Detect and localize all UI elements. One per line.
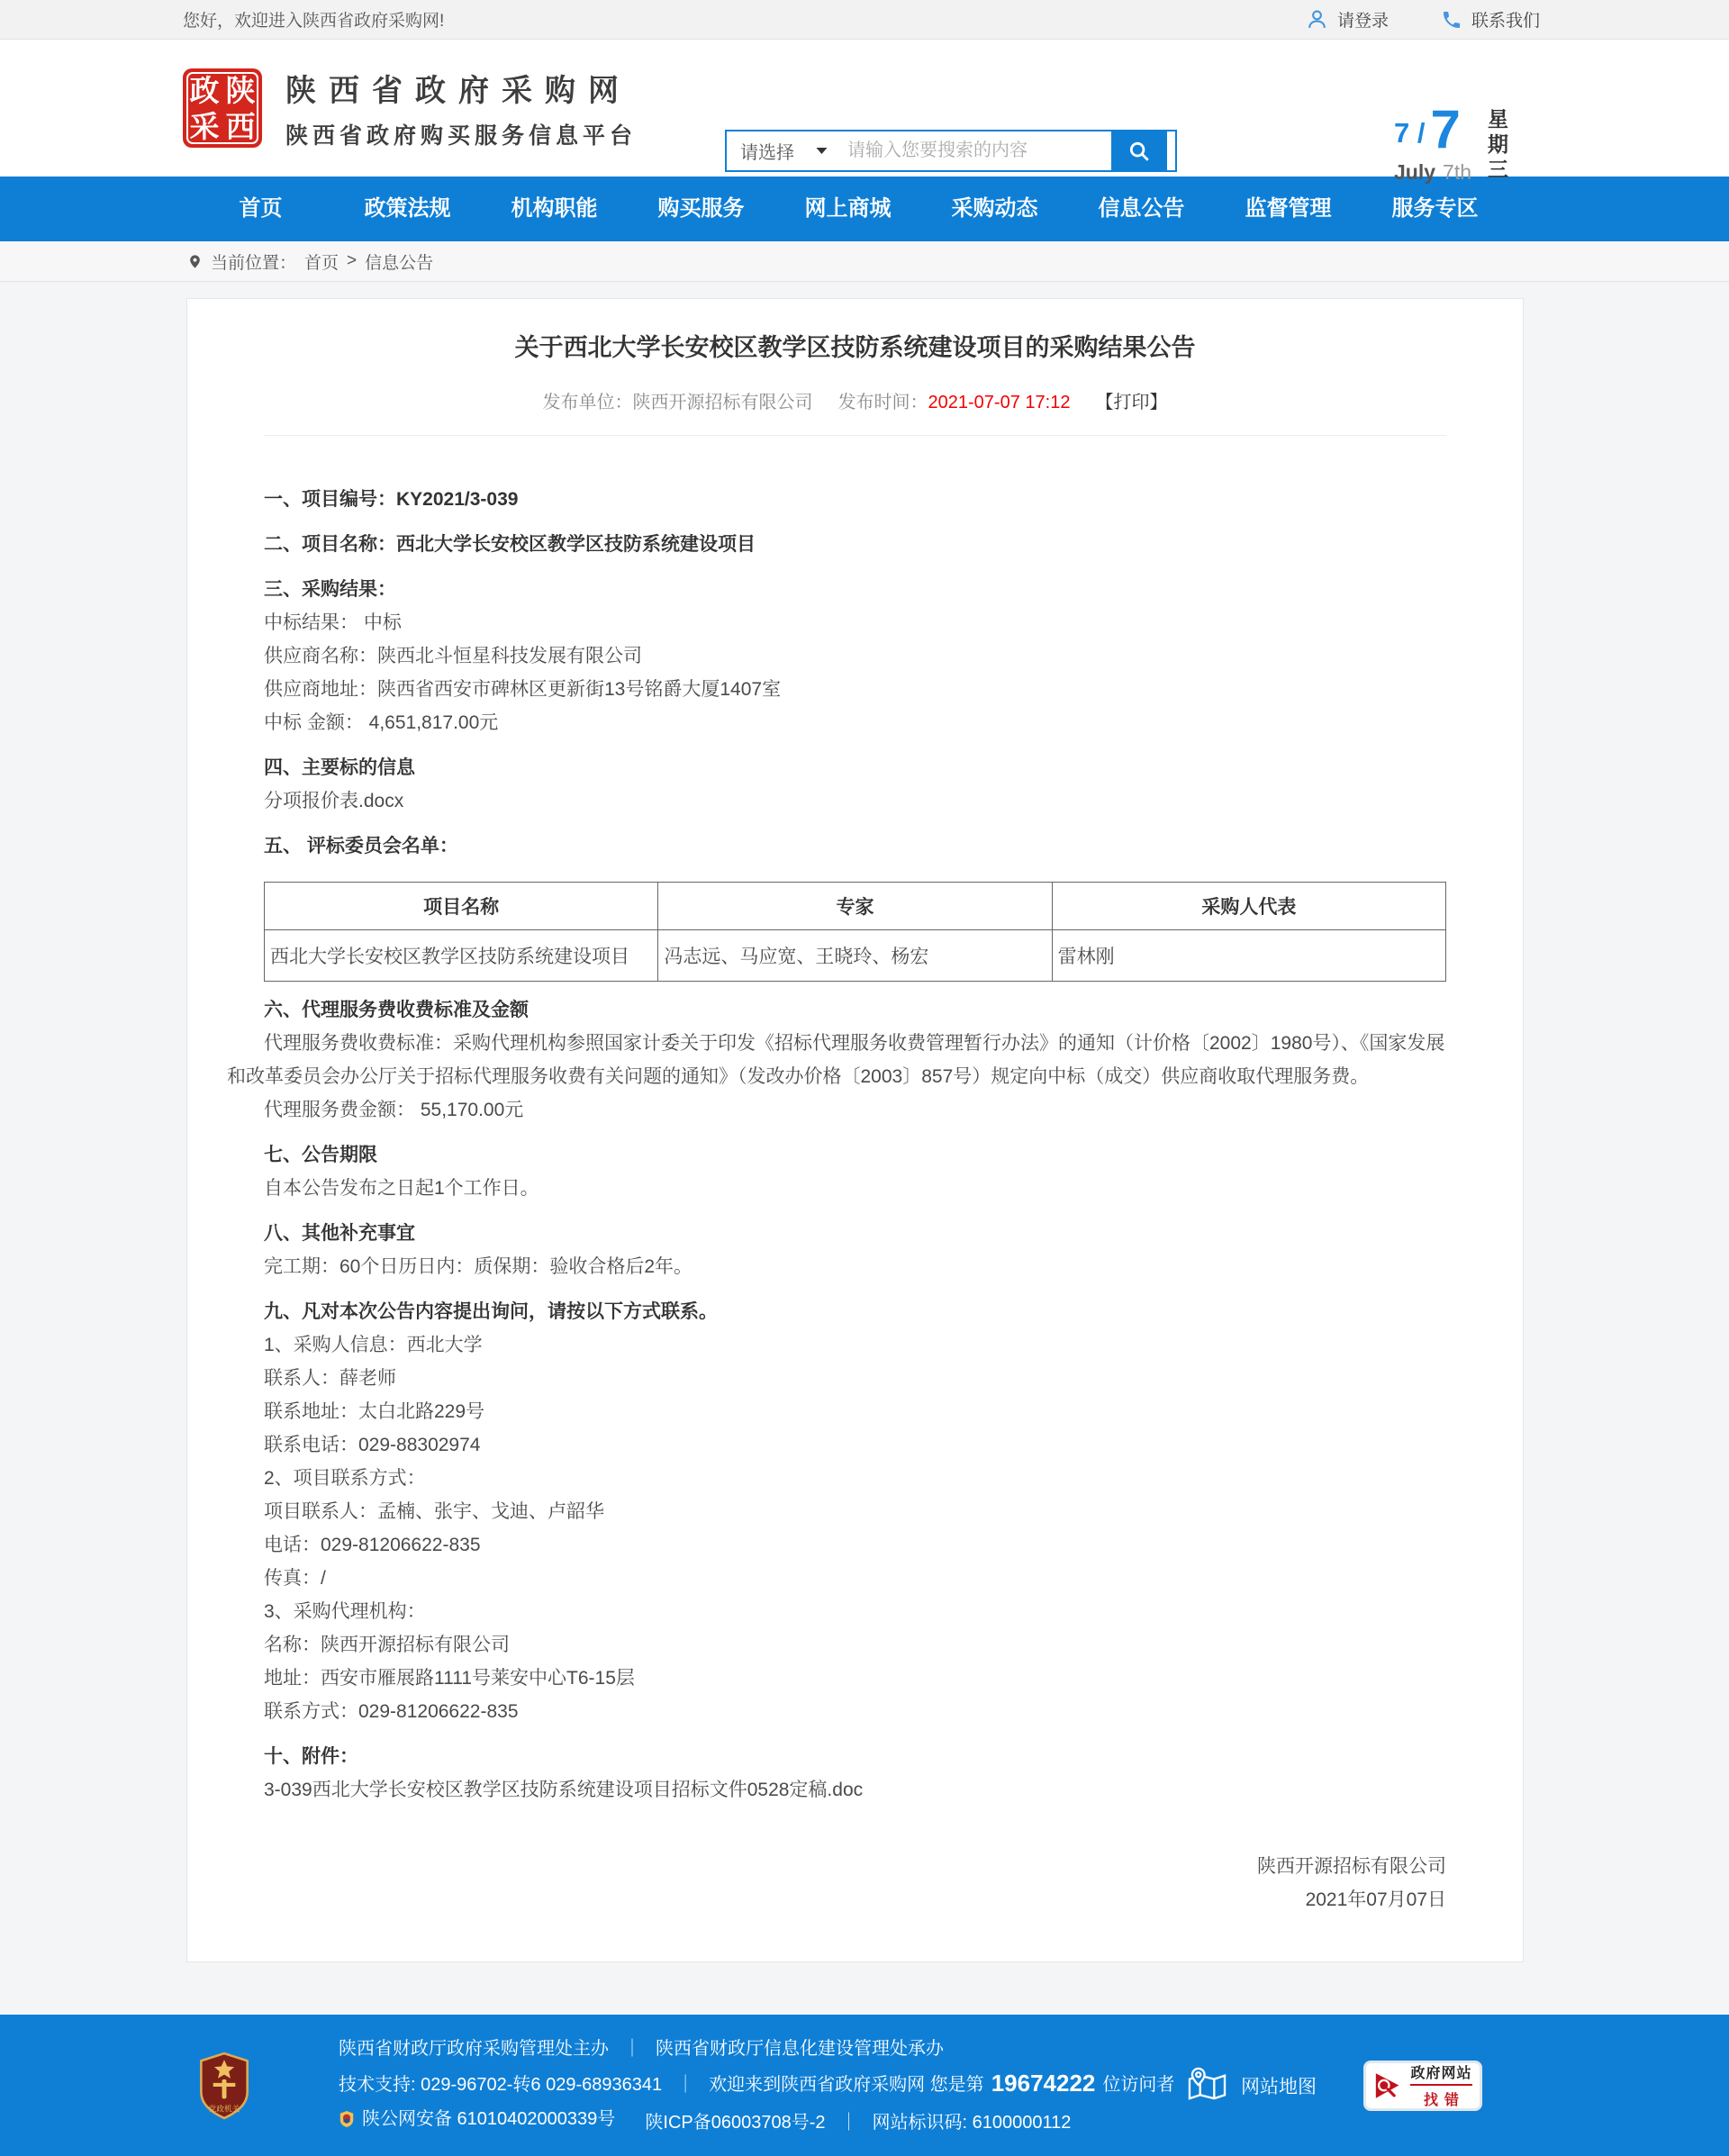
site-header xyxy=(0,40,1729,184)
breadcrumb-separator: > xyxy=(347,251,358,270)
body-line: 联系地址：太白北路229号 xyxy=(264,1401,485,1422)
attachment-link[interactable]: 3-039西北大学长安校区教学区技防系统建设项目招标文件0528定稿.doc xyxy=(264,1780,864,1800)
search-select-label: 请选择 xyxy=(740,143,794,163)
sitemap-label: 网站地图 xyxy=(1241,2076,1317,2097)
chevron-down-icon xyxy=(816,147,828,155)
search-category-select[interactable] xyxy=(727,138,846,164)
publish-unit: 陕西开源招标有限公司 xyxy=(632,393,813,412)
search-icon xyxy=(1127,140,1151,163)
body-line: 1、采购人信息：西北大学 xyxy=(264,1335,483,1355)
table-header-buyer-rep: 采购人代表 xyxy=(1052,883,1445,930)
footer-separator: ｜ xyxy=(623,2038,641,2059)
police-registration[interactable]: 陕公网安备 61010402000339号 xyxy=(362,2108,616,2129)
footer-separator: ｜ xyxy=(676,2074,695,2095)
nav-item-purchase-services[interactable]: 购买服务 xyxy=(657,196,745,221)
table-row xyxy=(265,930,1446,982)
signature-date: 2021年07月07日 xyxy=(1305,1889,1446,1910)
publish-time-label: 发布时间： xyxy=(837,393,928,412)
date-weekday: 星期三 xyxy=(1488,107,1509,181)
login-label: 请登录 xyxy=(1336,12,1389,31)
contact-link[interactable] xyxy=(1441,7,1540,32)
date-month-number: 7 / xyxy=(1394,117,1426,149)
footer-separator: ｜ xyxy=(839,2112,858,2133)
body-line: 名称：陕西开源招标有限公司 xyxy=(264,1635,510,1655)
emblem-label: 党政机关 xyxy=(208,2104,240,2114)
sitemap-icon xyxy=(1186,2067,1228,2104)
body-line: 供应商名称：陕西北斗恒星科技发展有限公司 xyxy=(264,646,642,666)
body-line: 自本公告发布之日起1个工作日。 xyxy=(264,1178,539,1199)
article-body xyxy=(227,483,1446,1916)
logo-char: 陕 xyxy=(225,73,256,107)
site-subtitle: 陕西省政府购买服务信息平台 xyxy=(285,123,638,149)
body-line: 供应商地址：陕西省西安市碑林区更新街13号铭爵大厦1407室 xyxy=(264,679,782,700)
footer-visitor-suffix: 位访问者 xyxy=(1102,2074,1175,2095)
nav-item-online-mall[interactable]: 网上商城 xyxy=(804,196,892,221)
site-title: 陕西省政府采购网 xyxy=(285,74,631,108)
date-day-en: 7th xyxy=(1443,160,1472,184)
section-heading: 七、公告期限 xyxy=(264,1145,377,1165)
footer-line-support xyxy=(339,2066,1174,2102)
breadcrumb-current[interactable]: 信息公告 xyxy=(365,253,434,273)
section-heading: 八、其他补充事宜 xyxy=(264,1223,415,1244)
cell-experts: 冯志远、马应宽、王晓玲、杨宏 xyxy=(658,930,1052,982)
contact-label: 联系我们 xyxy=(1471,12,1540,31)
section-heading: 一、项目编号：KY2021/3-039 xyxy=(264,489,519,510)
error-report-icon xyxy=(1373,2070,1404,2101)
table-header-project: 项目名称 xyxy=(265,883,658,930)
search-button[interactable] xyxy=(1111,131,1167,170)
site-id-code: 网站标识码: 6100000112 xyxy=(872,2112,1072,2133)
section-heading: 三、采购结果： xyxy=(264,579,396,600)
section-heading: 五、 评标委员会名单： xyxy=(264,836,458,856)
government-emblem-icon xyxy=(196,2051,252,2121)
body-line: 2、项目联系方式： xyxy=(264,1468,426,1489)
section-heading: 十、附件： xyxy=(264,1746,358,1767)
footer-sponsor: 陕西省财政厅政府采购管理处主办 xyxy=(339,2038,609,2059)
body-line: 3、采购代理机构： xyxy=(264,1601,426,1622)
section-heading: 九、凡对本次公告内容提出询问，请按以下方式联系。 xyxy=(264,1301,718,1322)
search-input[interactable] xyxy=(846,140,1111,162)
article-meta xyxy=(264,387,1446,436)
body-line: 代理服务费金额： 55,170.00元 xyxy=(264,1100,524,1120)
footer-line-registration xyxy=(339,2102,1174,2140)
section-heading: 六、代理服务费收费标准及金额 xyxy=(264,1000,529,1020)
body-line: 传真：/ xyxy=(264,1568,326,1589)
breadcrumb-home[interactable]: 首页 xyxy=(304,253,339,273)
table-header-row xyxy=(265,883,1446,930)
body-line: 代理服务费收费标准：采购代理机构参照国家计委关于印发《招标代理服务收费管理暂行办法》的通知（计价格〔2002〕1980号）、《国家发展和改革委员会办公厅关于招标代理服务收费有关问题的通知》（发改办价格〔2003〕857号）规定向中标（成交）供应商收取代理服务费。 xyxy=(227,1033,1445,1087)
body-line: 联系电话：029-88302974 xyxy=(264,1435,481,1455)
body-line: 地址：西安市雁展路1111号莱安中心T6-15层 xyxy=(264,1668,635,1689)
user-icon xyxy=(1306,8,1328,31)
nav-item-procurement-news[interactable]: 采购动态 xyxy=(951,196,1038,221)
footer-line-sponsors xyxy=(339,2032,1174,2066)
body-line: 项目联系人：孟楠、张宇、戈迪、卢韶华 xyxy=(264,1501,604,1522)
site-logo[interactable] xyxy=(183,68,262,148)
date-month-en: July xyxy=(1394,160,1436,184)
signature-block xyxy=(264,1850,1446,1916)
logo-char: 西 xyxy=(225,109,256,143)
location-pin-icon xyxy=(187,252,203,271)
site-footer xyxy=(0,2015,1729,2156)
print-button[interactable]: 【打印】 xyxy=(1095,393,1168,412)
nav-item-home[interactable]: 首页 xyxy=(239,196,283,221)
icp-registration[interactable]: 陕ICP备06003708号-2 xyxy=(645,2112,826,2133)
publish-time: 2021-07-07 17:12 xyxy=(928,393,1071,412)
search-box xyxy=(725,130,1177,172)
footer-tech-support: 技术支持: 029-96702-转6 029-68936341 xyxy=(339,2074,663,2095)
table-header-experts: 专家 xyxy=(658,883,1052,930)
body-line: 完工期：60个日历日内：质保期：验收合格后2年。 xyxy=(264,1256,693,1277)
page-background xyxy=(0,282,1729,2015)
gov-site-error-report-badge[interactable] xyxy=(1363,2061,1482,2111)
committee-table xyxy=(264,882,1446,982)
body-line: 联系方式：029-81206622-835 xyxy=(264,1701,519,1722)
visitor-count: 19674222 xyxy=(991,2069,1096,2097)
phone-icon xyxy=(1441,9,1462,31)
publish-unit-label: 发布单位： xyxy=(542,393,633,412)
footer-welcome: 欢迎来到陕西省政府采购网 您是第 xyxy=(709,2074,984,2095)
announcement-card xyxy=(186,298,1524,1962)
date-widget xyxy=(1394,99,1511,185)
error-badge-title: 政府网站 xyxy=(1410,2061,1471,2086)
body-line: 中标结果： 中标 xyxy=(264,612,402,633)
police-badge-icon xyxy=(339,2110,355,2128)
cell-project-name: 西北大学长安校区教学区技防系统建设项目 xyxy=(265,930,658,982)
welcome-text: 您好，欢迎进入陕西省政府采购网! xyxy=(183,12,445,31)
main-nav xyxy=(0,177,1729,241)
date-day-number: 7 xyxy=(1430,99,1461,159)
section-heading: 四、主要标的信息 xyxy=(264,757,415,778)
nav-item-policies[interactable]: 政策法规 xyxy=(364,196,451,221)
body-line: 联系人：薛老师 xyxy=(264,1368,396,1389)
nav-item-service-zone[interactable]: 服务专区 xyxy=(1391,196,1479,221)
section-heading: 二、项目名称：西北大学长安校区教学区技防系统建设项目 xyxy=(264,534,756,555)
nav-item-supervision[interactable]: 监督管理 xyxy=(1245,196,1332,221)
breadcrumb xyxy=(0,241,1729,282)
nav-item-announcements[interactable]: 信息公告 xyxy=(1098,196,1185,221)
page-title: 关于西北大学长安校区教学区技防系统建设项目的采购结果公告 xyxy=(514,334,1196,361)
body-line: 中标 金额： 4,651,817.00元 xyxy=(264,712,499,733)
attachment-link[interactable]: 分项报价表.docx xyxy=(264,791,404,811)
footer-organizer: 陕西省财政厅信息化建设管理处承办 xyxy=(656,2038,944,2059)
logo-char: 采 xyxy=(189,109,220,143)
breadcrumb-label: 当前位置： xyxy=(211,253,297,273)
error-badge-subtitle: 找错 xyxy=(1423,2093,1465,2108)
nav-item-functions[interactable]: 机构职能 xyxy=(511,196,598,221)
sitemap-link[interactable] xyxy=(1186,2067,1317,2104)
top-utility-bar xyxy=(0,0,1729,40)
body-line: 电话：029-81206622-835 xyxy=(264,1535,481,1555)
logo-char: 政 xyxy=(189,73,220,107)
signature-company: 陕西开源招标有限公司 xyxy=(1257,1856,1446,1877)
login-link[interactable] xyxy=(1306,7,1389,32)
cell-buyer-rep: 雷林刚 xyxy=(1052,930,1445,982)
